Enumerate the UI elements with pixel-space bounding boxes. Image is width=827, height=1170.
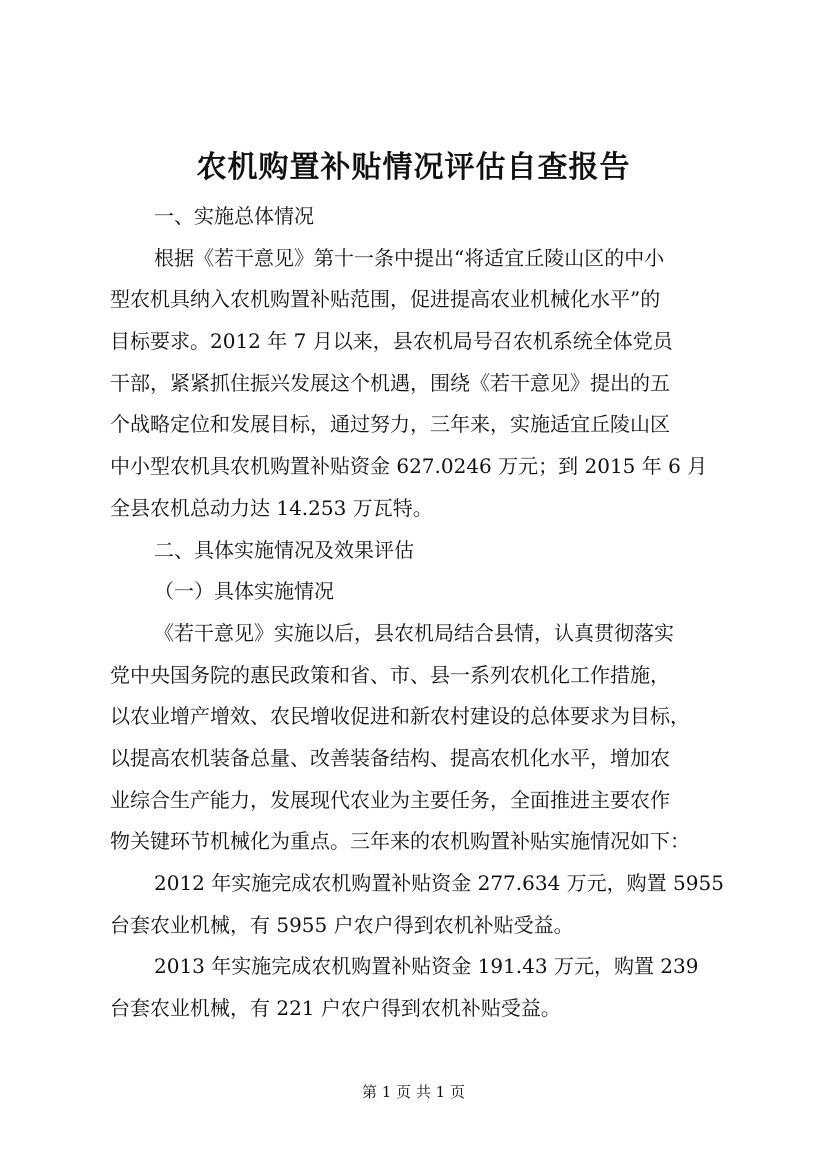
paragraph-line: 全县农机总动力达 14.253 万瓦特。 xyxy=(110,495,433,520)
paragraph-line: （一）具体实施情况 xyxy=(154,579,334,604)
paragraph-line: 2013 年实施完成农机购置补贴资金 191.43 万元，购置 239 xyxy=(154,954,699,979)
paragraph-line: 一、实施总体情况 xyxy=(154,204,314,228)
paragraph-line: 台套农业机械，有 221 户农户得到农机补贴受益。 xyxy=(110,996,561,1021)
paragraph-line: 《若干意见》实施以后，县农机局结合县情，认真贯彻落实 xyxy=(154,620,674,645)
paragraph-line: 型农机具纳入农机购置补贴范围，促进提高农业机械化水平”的 xyxy=(110,287,661,312)
paragraph-line: 以农业增产增效、农民增收促进和新农村建设的总体要求为目标， xyxy=(110,704,690,729)
paragraph-line: 干部，紧紧抓住振兴发展这个机遇，围绕《若干意见》提出的五 xyxy=(110,370,670,395)
paragraph-line: 2012 年实施完成农机购置补贴资金 277.634 万元，购置 5955 xyxy=(154,871,724,895)
paragraph-line: 业综合生产能力，发展现代农业为主要任务，全面推进主要农作 xyxy=(110,787,670,812)
paragraph-line: 台套农业机械，有 5955 户农户得到农机补贴受益。 xyxy=(110,912,574,937)
page-footer: 第 1 页 共 1 页 xyxy=(362,1083,465,1101)
document-title: 农机购置补贴情况评估自查报告 xyxy=(196,150,631,185)
paragraph-line: 物关键环节机械化为重点。三年来的农机购置补贴实施情况如下： xyxy=(110,829,690,854)
paragraph-line: 党中央国务院的惠民政策和省、市、县一系列农机化工作措施， xyxy=(110,662,670,687)
paragraph-line: 中小型农机具农机购置补贴资金 627.0246 万元；到 2015 年 6 月 xyxy=(110,454,708,479)
paragraph-line: 以提高农机装备总量、改善装备结构、提高农机化水平，增加农 xyxy=(110,745,670,770)
paragraph-line: 二、具体实施情况及效果评估 xyxy=(154,537,414,562)
paragraph-line: 根据《若干意见》第十一条中提出“将适宜丘陵山区的中小 xyxy=(154,245,665,270)
paragraph-line: 目标要求。2012 年 7 月以来，县农机局号召农机系统全体党员 xyxy=(110,329,673,354)
document-body xyxy=(110,196,740,1030)
paragraph-line: 个战略定位和发展目标，通过努力，三年来，实施适宜丘陵山区 xyxy=(110,412,670,437)
